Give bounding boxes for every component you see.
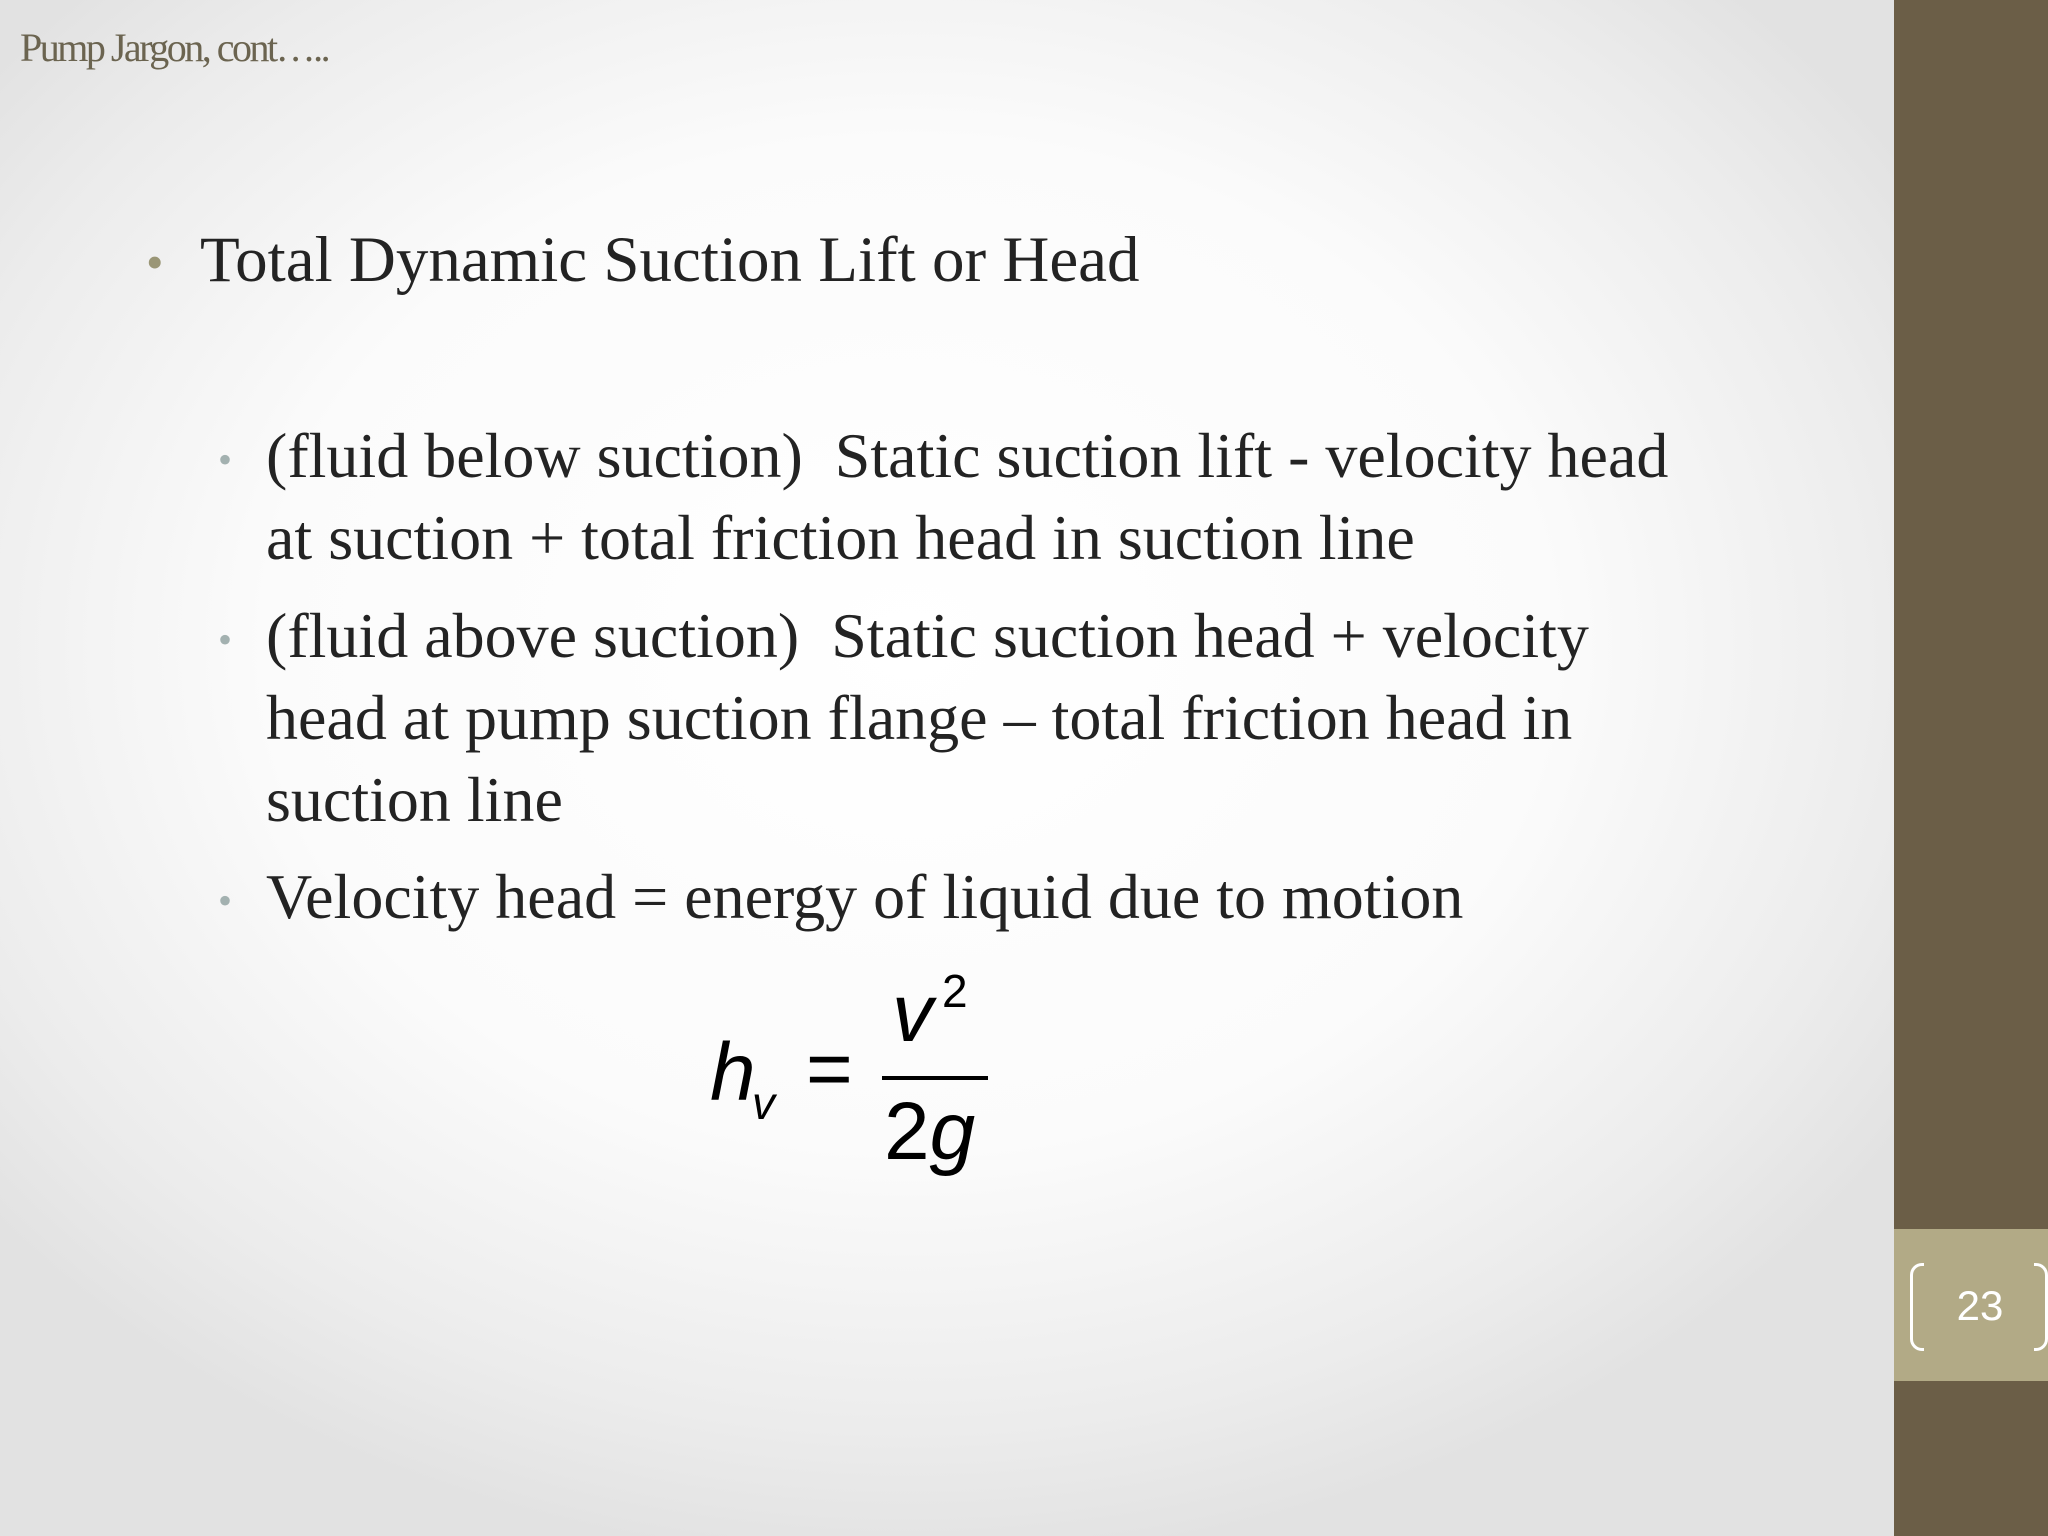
formula-denominator: [884, 1086, 976, 1177]
page-number-box: [1894, 1229, 2048, 1381]
bullet-item-velocity-head: [218, 856, 1463, 942]
left-bracket-icon: [1910, 1263, 1924, 1351]
formula-exponent: 2: [942, 965, 968, 1017]
bullet-text-block: [266, 856, 1463, 938]
formula-lhs-subscript: v: [752, 1077, 775, 1129]
formula-denominator-variable: g: [929, 1086, 976, 1177]
formula-equals: =: [806, 1024, 853, 1113]
formula-fraction-bar: [882, 1076, 988, 1080]
bullet-text-block: [266, 595, 1589, 841]
right-bracket-icon: [2034, 1263, 2048, 1351]
bullet-dot-icon: •: [218, 878, 233, 923]
formula-numerator: v: [892, 968, 933, 1059]
bullet-item-fluid-below: [218, 415, 1668, 579]
bullet-item-total-dynamic-suction: [146, 222, 1140, 300]
formula-lhs: h: [710, 1027, 756, 1118]
bullet-line: suction line: [266, 764, 563, 835]
bullet-dot-icon: •: [218, 437, 233, 482]
bullet-line: Velocity head = energy of liquid due to motion: [266, 861, 1464, 932]
bullet-text-block: [266, 415, 1668, 579]
bullet-text: Total Dynamic Suction Lift or Head: [200, 224, 1140, 296]
velocity-head-formula: [700, 960, 1020, 1190]
bullet-line: (fluid below suction) Static suction lift - velocity head: [266, 420, 1669, 491]
bullet-line: head at pump suction flange – total friction head in: [266, 682, 1573, 753]
slide-title: Pump Jargon, cont…..: [20, 25, 329, 70]
formula-denominator-number: 2: [884, 1086, 930, 1177]
bullet-line: (fluid above suction) Static suction head + velocity: [266, 600, 1589, 671]
page-number: 23: [1956, 1282, 2004, 1329]
bullet-line: at suction + total friction head in suction line: [266, 502, 1415, 573]
bullet-dot-icon: •: [146, 234, 164, 290]
bullet-item-fluid-above: [218, 595, 1589, 841]
bullet-dot-icon: •: [218, 617, 233, 662]
